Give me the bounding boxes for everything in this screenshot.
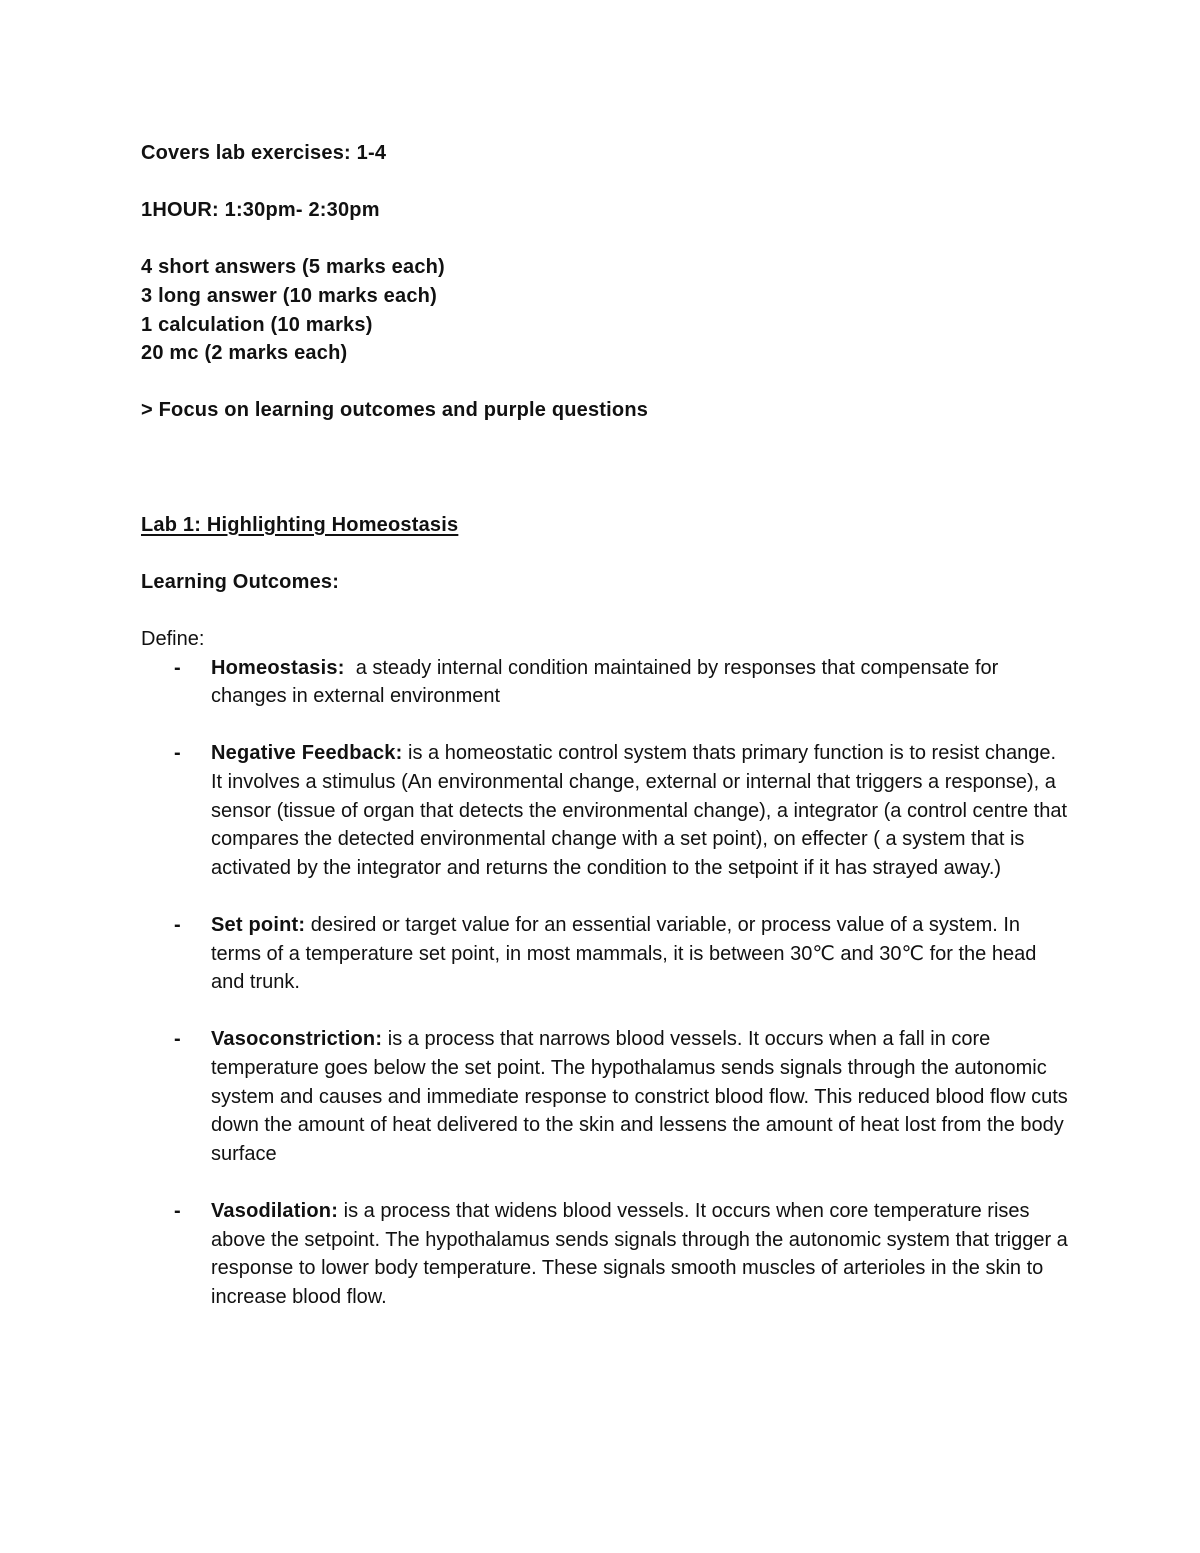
definition-text: is a process that widens blood vessels. It occurs when core temperature rises above the setpoint. The hypothalamus sends signals through the autonomic system that trigger a response to lower body temperature. These signals smooth muscles of arterioles in the skin to increase blood flow. <box>211 1199 1068 1308</box>
format-line-long-answer: 3 long answer (10 marks each) <box>141 284 437 307</box>
definition-homeostasis <box>141 654 1071 711</box>
definition-term: Vasoconstriction: <box>211 1028 383 1051</box>
document-content <box>141 139 1071 1340</box>
definition-term: Negative Feedback: <box>211 742 403 765</box>
definition-term: Homeostasis: <box>211 656 345 679</box>
bullet-dash: - <box>174 914 181 937</box>
bullet-dash: - <box>174 1028 181 1051</box>
definition-text: is a process that narrows blood vessels. It occurs when a fall in core temperature goes below the set point. The hypothalamus sends signals through the autonomic system and causes and immediate response to constrict blood flow. This reduced blood flow cuts down the amount of heat delivered to the skin and lessens the amount of heat lost from the body surface <box>211 1028 1068 1165</box>
format-line-calculation: 1 calculation (10 marks) <box>141 313 373 336</box>
definition-text: a steady internal condition maintained by responses that compensate for changes in external environment <box>211 656 999 708</box>
definition-list <box>141 654 1071 1312</box>
format-line-short-answers: 4 short answers (5 marks each) <box>141 256 445 279</box>
bullet-dash: - <box>174 656 181 679</box>
lab1-title: Lab 1: Highlighting Homeostasis <box>141 513 459 536</box>
time-line: 1HOUR: 1:30pm- 2:30pm <box>141 199 380 222</box>
definition-text: desired or target value for an essential variable, or process value of a system. In terms of a temperature set point, in most mammals, it is between 30℃ and 30℃ for the head and trunk. <box>211 914 1037 994</box>
definition-term: Set point: <box>211 914 306 937</box>
bullet-dash: - <box>174 742 181 765</box>
definition-negative-feedback <box>141 739 1071 882</box>
learning-outcomes-heading: Learning Outcomes: <box>141 570 340 593</box>
covers-line: Covers lab exercises: 1-4 <box>141 142 387 164</box>
focus-line: > Focus on learning outcomes and purple questions <box>141 399 649 422</box>
definition-vasoconstriction <box>141 1025 1071 1168</box>
bullet-dash: - <box>174 1199 181 1222</box>
definition-set-point <box>141 911 1071 997</box>
definition-term: Vasodilation: <box>211 1199 339 1222</box>
definition-text: is a homeostatic control system thats primary function is to resist change. It involves a stimulus (An environmental change, external or internal that triggers a response), a sensor (tissue of organ that detects the environmental change), a integrator (a control centre that compares the detected environmental change with a set point), on effecter ( a system that is activated by the integrator and returns the condition to the setpoint if it has strayed away.) <box>211 742 1068 879</box>
define-label: Define: <box>141 628 205 651</box>
definition-vasodilation <box>141 1197 1071 1311</box>
format-line-mc: 20 mc (2 marks each) <box>141 342 348 365</box>
